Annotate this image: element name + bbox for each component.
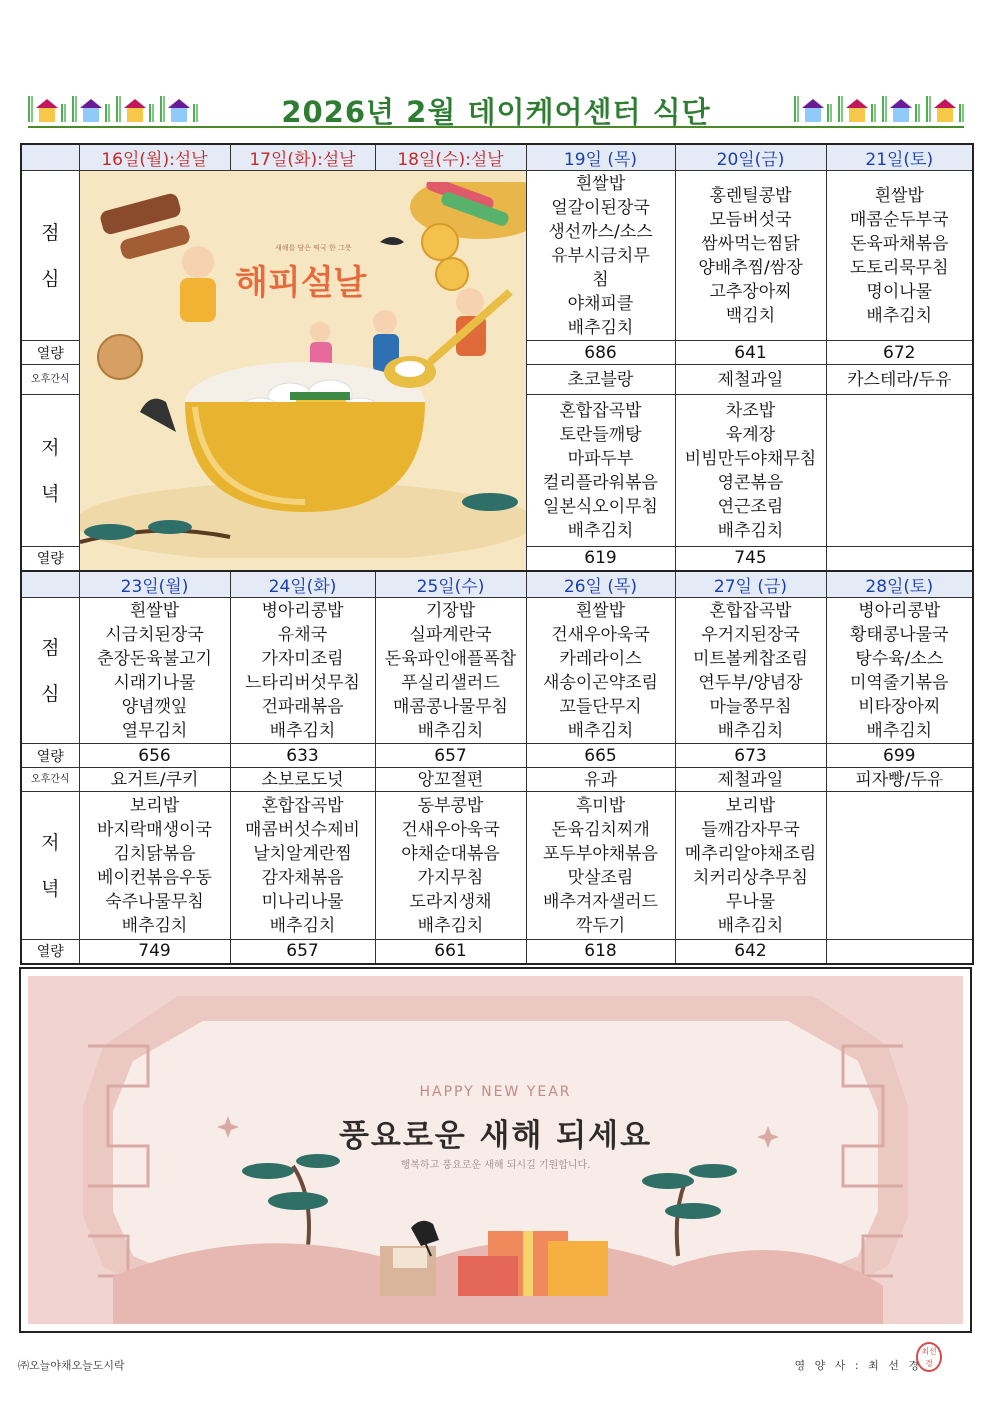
week2-day-header-row	[21, 571, 973, 598]
week1-menu-table	[20, 143, 974, 572]
dietitian-signature: 영 양 사 : 최 선 경	[794, 1359, 922, 1372]
new-year-banner	[19, 967, 972, 1333]
calorie-value: 656	[79, 744, 230, 768]
snack-cell: 피자빵/두유	[826, 768, 973, 792]
menu-cell: 혼합잡곡밥 우거지된장국 미트볼케찹조림 연두부/양념장 마늘쫑무침 배추김치	[675, 598, 826, 744]
snack-cell: 요거트/쿠키	[79, 768, 230, 792]
day-header: 28일(토)	[826, 571, 973, 598]
header	[20, 88, 972, 132]
day-header: 17일(화):설날	[230, 144, 375, 171]
tteokguk-illustration-svg	[80, 182, 527, 558]
menu-cell: 흰쌀밥 시금치된장국 춘장돈육불고기 시래기나물 양념깻잎 열무김치	[79, 598, 230, 744]
calorie-value: 633	[230, 744, 375, 768]
calorie-value: 699	[826, 744, 973, 768]
menu-cell: 보리밥 바지락매생이국 김치닭볶음 베이컨볶음우동 숙주나물무침 배추김치	[79, 792, 230, 940]
day-header: 26일 (목)	[526, 571, 675, 598]
calories-label: 열량	[21, 547, 79, 571]
calorie-value: 619	[526, 547, 675, 571]
snack-label: 오후간식	[21, 365, 79, 395]
greeting-subtext: 행복하고 풍요로운 새해 되시길 기원합니다.	[400, 1160, 591, 1171]
calorie-value: 673	[675, 744, 826, 768]
illustration-tagline: 새해를 담은 떡국 한 그릇	[274, 244, 352, 253]
calorie-value: 745	[675, 547, 826, 571]
seollal-illustration	[79, 171, 526, 571]
menu-cell: 기장밥 실파계란국 돈육파인애플폭찹 푸실리샐러드 매콤콩나물무침 배추김치	[375, 598, 526, 744]
menu-cell: 혼합잡곡밥 토란들깨탕 마파두부 컬리플라워볶음 일본식오이무침 배추김치	[526, 395, 675, 547]
week2-lunch-calorie-row	[21, 744, 973, 768]
calorie-value	[826, 940, 973, 964]
corner-cell	[21, 144, 79, 171]
menu-cell: 병아리콩밥 황태콩나물국 탕수육/소스 미역줄기볶음 비타장아찌 배추김치	[826, 598, 973, 744]
illustration-title: 해피설날	[234, 263, 366, 304]
page-title: 2026년 2월 데이케어센터 식단	[281, 95, 711, 129]
calorie-value: 657	[230, 940, 375, 964]
menu-cell: 보리밥 들깨감자무국 메추리알야채조림 치커리상추무침 무나물 배추김치	[675, 792, 826, 940]
dinner-label: 저 녁	[21, 395, 79, 547]
menu-cell: 차조밥 육계장 비빔만두야채무침 영콘볶음 연근조림 배추김치	[675, 395, 826, 547]
day-header: 16일(월):설날	[79, 144, 230, 171]
company-name: ㈜오늘야채오늘도시락	[18, 1359, 125, 1372]
snack-cell: 앙꼬절편	[375, 768, 526, 792]
day-header: 21일(토)	[826, 144, 973, 171]
calories-label: 열량	[21, 744, 79, 768]
calorie-value: 661	[375, 940, 526, 964]
calorie-value: 686	[526, 341, 675, 365]
menu-cell: 홍렌틸콩밥 모듬버섯국 쌈싸먹는찜닭 양배추찜/쌈장 고추장아찌 백김치	[675, 171, 826, 341]
snack-cell: 제철과일	[675, 365, 826, 395]
calorie-value: 665	[526, 744, 675, 768]
lunch-label: 점 심	[21, 171, 79, 341]
calorie-value: 618	[526, 940, 675, 964]
snack-cell: 유과	[526, 768, 675, 792]
village-decoration-right	[794, 92, 964, 122]
calories-label: 열량	[21, 341, 79, 365]
new-year-greeting: 풍요로운 새해 되세요	[338, 1118, 653, 1154]
happy-new-year-text: HAPPY NEW YEAR	[419, 1084, 572, 1100]
week2-lunch-row	[21, 598, 973, 744]
calories-label: 열량	[21, 940, 79, 964]
menu-cell: 흰쌀밥 매콤순두부국 돈육파채볶음 도토리묵무침 명이나물 배추김치	[826, 171, 973, 341]
calorie-value: 641	[675, 341, 826, 365]
calorie-value: 657	[375, 744, 526, 768]
day-header: 27일 (금)	[675, 571, 826, 598]
menu-cell-empty	[826, 395, 973, 547]
week2-menu-table	[20, 570, 974, 965]
day-header: 25일(수)	[375, 571, 526, 598]
calorie-value: 642	[675, 940, 826, 964]
day-header: 19일 (목)	[526, 144, 675, 171]
dinner-label: 저 녁	[21, 792, 79, 940]
snack-cell: 초코블랑	[526, 365, 675, 395]
banner-background	[28, 976, 963, 1324]
menu-cell-empty	[826, 792, 973, 940]
week2-snack-row	[21, 768, 973, 792]
snack-label: 오후간식	[21, 768, 79, 792]
corner-cell	[21, 571, 79, 598]
title-underline	[28, 126, 964, 128]
snack-cell: 카스테라/두유	[826, 365, 973, 395]
week2-dinner-row	[21, 792, 973, 940]
dietitian-seal: 최선경	[916, 1342, 942, 1372]
calorie-value: 672	[826, 341, 973, 365]
day-header: 20일(금)	[675, 144, 826, 171]
day-header: 24일(화)	[230, 571, 375, 598]
day-header: 18일(수):설날	[375, 144, 526, 171]
menu-cell: 병아리콩밥 유채국 가자미조림 느타리버섯무침 건파래볶음 배추김치	[230, 598, 375, 744]
snack-cell: 제철과일	[675, 768, 826, 792]
day-header: 23일(월)	[79, 571, 230, 598]
lunch-label: 점 심	[21, 598, 79, 744]
menu-cell: 동부콩밥 건새우아욱국 야채순대볶음 가지무침 도라지생채 배추김치	[375, 792, 526, 940]
calorie-value	[826, 547, 973, 571]
week1-day-header-row	[21, 144, 973, 171]
menu-cell: 흰쌀밥 건새우아욱국 카레라이스 새송이곤약조림 꼬들단무지 배추김치	[526, 598, 675, 744]
calorie-value: 749	[79, 940, 230, 964]
menu-cell: 혼합잡곡밥 매콤버섯수제비 날치알계란찜 감자채볶음 미나리나물 배추김치	[230, 792, 375, 940]
week2-dinner-calorie-row	[21, 940, 973, 964]
menu-cell: 흰쌀밥 얼갈이된장국 생선까스/소스 유부시금치무 침 야채피클 배추김치	[526, 171, 675, 341]
snack-cell: 소보로도넛	[230, 768, 375, 792]
week1-lunch-row	[21, 171, 973, 341]
menu-cell: 흑미밥 돈육김치찌개 포두부야채볶음 맛살조림 배추겨자샐러드 깍두기	[526, 792, 675, 940]
